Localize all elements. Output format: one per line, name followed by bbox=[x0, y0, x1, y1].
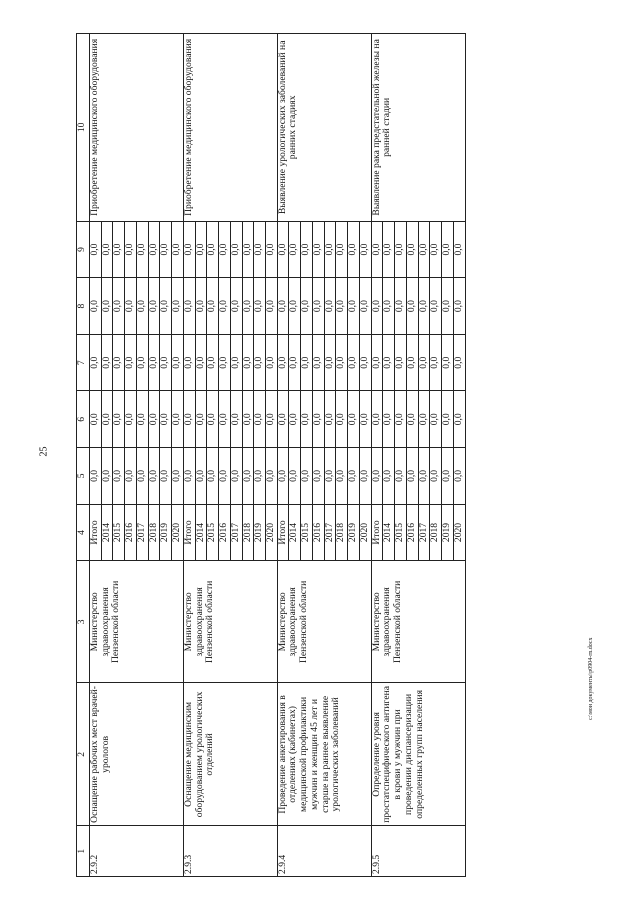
year-cell: 2015 bbox=[207, 504, 219, 561]
column-number-2: 2 bbox=[77, 683, 90, 826]
value-cell: 0,0 bbox=[172, 391, 184, 448]
value-cell: 0,0 bbox=[172, 221, 184, 278]
value-cell: 0,0 bbox=[406, 334, 418, 391]
header-row bbox=[77, 34, 90, 877]
year-cell: 2020 bbox=[266, 504, 278, 561]
year-cell: 2019 bbox=[254, 504, 266, 561]
activity-name: Определение уровня простатспецифического антигена в крови у мужчин при проведении диспансеризации определенных групп населения bbox=[371, 683, 465, 826]
year-cell: 2017 bbox=[324, 504, 336, 561]
column-number-9: 9 bbox=[77, 221, 90, 278]
item-number: 2.9.2 bbox=[90, 826, 184, 877]
value-cell: 0,0 bbox=[418, 221, 430, 278]
value-cell: 0,0 bbox=[336, 278, 348, 335]
year-cell: 2017 bbox=[418, 504, 430, 561]
value-cell: 0,0 bbox=[113, 391, 125, 448]
value-cell: 0,0 bbox=[266, 278, 278, 335]
year-cell: 2018 bbox=[242, 504, 254, 561]
column-number-8: 8 bbox=[77, 278, 90, 335]
table-row bbox=[371, 34, 383, 877]
value-cell: 0,0 bbox=[348, 448, 360, 505]
value-cell: 0,0 bbox=[289, 278, 301, 335]
value-cell: 0,0 bbox=[113, 334, 125, 391]
value-cell: 0,0 bbox=[289, 221, 301, 278]
value-cell: 0,0 bbox=[136, 221, 148, 278]
value-cell: 0,0 bbox=[312, 334, 324, 391]
value-cell: 0,0 bbox=[277, 334, 289, 391]
value-cell: 0,0 bbox=[101, 221, 113, 278]
value-cell: 0,0 bbox=[136, 391, 148, 448]
value-cell: 0,0 bbox=[207, 391, 219, 448]
value-cell: 0,0 bbox=[324, 278, 336, 335]
item-number: 2.9.4 bbox=[277, 826, 371, 877]
value-cell: 0,0 bbox=[359, 278, 371, 335]
rotated-table-container bbox=[76, 33, 599, 877]
executor-name: Министерство здравоохранения Пензенской области bbox=[371, 561, 465, 683]
year-cell: 2019 bbox=[160, 504, 172, 561]
year-cell: 2015 bbox=[395, 504, 407, 561]
value-cell: 0,0 bbox=[183, 391, 195, 448]
value-cell: 0,0 bbox=[359, 221, 371, 278]
value-cell: 0,0 bbox=[442, 448, 454, 505]
value-cell: 0,0 bbox=[442, 334, 454, 391]
value-cell: 0,0 bbox=[395, 334, 407, 391]
value-cell: 0,0 bbox=[395, 448, 407, 505]
value-cell: 0,0 bbox=[242, 278, 254, 335]
value-cell: 0,0 bbox=[312, 221, 324, 278]
value-cell: 0,0 bbox=[430, 448, 442, 505]
year-cell: 2016 bbox=[219, 504, 231, 561]
value-cell: 0,0 bbox=[242, 334, 254, 391]
year-cell: 2014 bbox=[289, 504, 301, 561]
value-cell: 0,0 bbox=[430, 334, 442, 391]
expected-result: Приобретение медицинского оборудования bbox=[90, 34, 184, 222]
value-cell: 0,0 bbox=[183, 334, 195, 391]
value-cell: 0,0 bbox=[336, 334, 348, 391]
year-cell: 2019 bbox=[348, 504, 360, 561]
value-cell: 0,0 bbox=[219, 334, 231, 391]
value-cell: 0,0 bbox=[336, 221, 348, 278]
column-number-6: 6 bbox=[77, 391, 90, 448]
value-cell: 0,0 bbox=[371, 391, 383, 448]
value-cell: 0,0 bbox=[383, 391, 395, 448]
value-cell: 0,0 bbox=[183, 221, 195, 278]
value-cell: 0,0 bbox=[312, 448, 324, 505]
value-cell: 0,0 bbox=[207, 334, 219, 391]
value-cell: 0,0 bbox=[90, 448, 102, 505]
value-cell: 0,0 bbox=[125, 448, 137, 505]
year-cell: 2014 bbox=[101, 504, 113, 561]
year-cell: 2016 bbox=[406, 504, 418, 561]
year-cell: 2014 bbox=[383, 504, 395, 561]
year-cell: 2016 bbox=[312, 504, 324, 561]
value-cell: 0,0 bbox=[430, 391, 442, 448]
table-body bbox=[90, 34, 466, 877]
value-cell: 0,0 bbox=[348, 334, 360, 391]
value-cell: 0,0 bbox=[442, 391, 454, 448]
value-cell: 0,0 bbox=[254, 278, 266, 335]
value-cell: 0,0 bbox=[418, 278, 430, 335]
value-cell: 0,0 bbox=[418, 334, 430, 391]
value-cell: 0,0 bbox=[442, 278, 454, 335]
value-cell: 0,0 bbox=[395, 391, 407, 448]
value-cell: 0,0 bbox=[324, 448, 336, 505]
column-number-10: 10 bbox=[77, 34, 90, 222]
value-cell: 0,0 bbox=[136, 278, 148, 335]
value-cell: 0,0 bbox=[160, 221, 172, 278]
activity-name: Оснащение рабочих мест врачей-урологов bbox=[90, 683, 184, 826]
value-cell: 0,0 bbox=[172, 334, 184, 391]
value-cell: 0,0 bbox=[219, 221, 231, 278]
value-cell: 0,0 bbox=[371, 278, 383, 335]
year-cell: 2020 bbox=[453, 504, 465, 561]
year-cell: 2014 bbox=[195, 504, 207, 561]
value-cell: 0,0 bbox=[453, 334, 465, 391]
value-cell: 0,0 bbox=[90, 334, 102, 391]
value-cell: 0,0 bbox=[242, 448, 254, 505]
year-cell: Итого bbox=[277, 504, 289, 561]
executor-name: Министерство здравоохранения Пензенской области bbox=[277, 561, 371, 683]
value-cell: 0,0 bbox=[136, 334, 148, 391]
value-cell: 0,0 bbox=[277, 221, 289, 278]
value-cell: 0,0 bbox=[148, 391, 160, 448]
value-cell: 0,0 bbox=[148, 221, 160, 278]
value-cell: 0,0 bbox=[453, 391, 465, 448]
table-row bbox=[277, 34, 289, 877]
value-cell: 0,0 bbox=[324, 391, 336, 448]
value-cell: 0,0 bbox=[195, 448, 207, 505]
value-cell: 0,0 bbox=[101, 448, 113, 505]
value-cell: 0,0 bbox=[301, 334, 313, 391]
value-cell: 0,0 bbox=[348, 221, 360, 278]
value-cell: 0,0 bbox=[418, 448, 430, 505]
value-cell: 0,0 bbox=[383, 334, 395, 391]
value-cell: 0,0 bbox=[113, 278, 125, 335]
value-cell: 0,0 bbox=[242, 221, 254, 278]
value-cell: 0,0 bbox=[430, 278, 442, 335]
value-cell: 0,0 bbox=[207, 278, 219, 335]
value-cell: 0,0 bbox=[266, 448, 278, 505]
table-row bbox=[183, 34, 195, 877]
item-number: 2.9.5 bbox=[371, 826, 465, 877]
value-cell: 0,0 bbox=[160, 448, 172, 505]
value-cell: 0,0 bbox=[242, 391, 254, 448]
value-cell: 0,0 bbox=[277, 448, 289, 505]
file-path-footer: c:\мои документы\p0904-rn.docx bbox=[588, 637, 594, 720]
value-cell: 0,0 bbox=[183, 278, 195, 335]
value-cell: 0,0 bbox=[230, 448, 242, 505]
year-cell: 2015 bbox=[301, 504, 313, 561]
value-cell: 0,0 bbox=[383, 278, 395, 335]
column-number-4: 4 bbox=[77, 504, 90, 561]
value-cell: 0,0 bbox=[148, 278, 160, 335]
value-cell: 0,0 bbox=[219, 391, 231, 448]
year-cell: 2020 bbox=[172, 504, 184, 561]
value-cell: 0,0 bbox=[336, 391, 348, 448]
value-cell: 0,0 bbox=[90, 221, 102, 278]
value-cell: 0,0 bbox=[266, 221, 278, 278]
value-cell: 0,0 bbox=[395, 278, 407, 335]
year-cell: 2018 bbox=[336, 504, 348, 561]
value-cell: 0,0 bbox=[101, 334, 113, 391]
value-cell: 0,0 bbox=[289, 448, 301, 505]
year-cell: 2017 bbox=[230, 504, 242, 561]
column-number-1: 1 bbox=[77, 826, 90, 877]
value-cell: 0,0 bbox=[219, 448, 231, 505]
expected-result: Выявление рака предстательной железы на ранней стадии bbox=[371, 34, 465, 222]
value-cell: 0,0 bbox=[406, 278, 418, 335]
program-activities-table bbox=[76, 33, 466, 877]
table-row bbox=[90, 34, 102, 877]
value-cell: 0,0 bbox=[442, 221, 454, 278]
value-cell: 0,0 bbox=[113, 448, 125, 505]
value-cell: 0,0 bbox=[453, 221, 465, 278]
value-cell: 0,0 bbox=[207, 221, 219, 278]
value-cell: 0,0 bbox=[289, 391, 301, 448]
year-cell: 2020 bbox=[359, 504, 371, 561]
value-cell: 0,0 bbox=[301, 278, 313, 335]
value-cell: 0,0 bbox=[383, 448, 395, 505]
value-cell: 0,0 bbox=[348, 391, 360, 448]
value-cell: 0,0 bbox=[125, 391, 137, 448]
value-cell: 0,0 bbox=[207, 448, 219, 505]
value-cell: 0,0 bbox=[90, 278, 102, 335]
value-cell: 0,0 bbox=[148, 334, 160, 391]
value-cell: 0,0 bbox=[254, 448, 266, 505]
value-cell: 0,0 bbox=[125, 334, 137, 391]
value-cell: 0,0 bbox=[359, 391, 371, 448]
year-cell: 2015 bbox=[113, 504, 125, 561]
value-cell: 0,0 bbox=[301, 448, 313, 505]
column-number-7: 7 bbox=[77, 334, 90, 391]
column-number-5: 5 bbox=[77, 448, 90, 505]
value-cell: 0,0 bbox=[453, 448, 465, 505]
value-cell: 0,0 bbox=[125, 221, 137, 278]
value-cell: 0,0 bbox=[277, 391, 289, 448]
executor-name: Министерство здравоохранения Пензенской области bbox=[183, 561, 277, 683]
value-cell: 0,0 bbox=[136, 448, 148, 505]
value-cell: 0,0 bbox=[312, 278, 324, 335]
activity-name: Проведение анкетирования в отделениях (кабинетах) медицинской профилактики мужчин и женщин 45 лет и старше на раннее выявление урологических заболеваний bbox=[277, 683, 371, 826]
value-cell: 0,0 bbox=[172, 278, 184, 335]
value-cell: 0,0 bbox=[195, 334, 207, 391]
value-cell: 0,0 bbox=[183, 448, 195, 505]
value-cell: 0,0 bbox=[195, 391, 207, 448]
page-number: 25 bbox=[38, 446, 50, 457]
executor-name: Министерство здравоохранения Пензенской области bbox=[90, 561, 184, 683]
value-cell: 0,0 bbox=[230, 278, 242, 335]
value-cell: 0,0 bbox=[195, 278, 207, 335]
year-cell: Итого bbox=[371, 504, 383, 561]
value-cell: 0,0 bbox=[195, 221, 207, 278]
value-cell: 0,0 bbox=[406, 391, 418, 448]
value-cell: 0,0 bbox=[324, 334, 336, 391]
value-cell: 0,0 bbox=[101, 391, 113, 448]
value-cell: 0,0 bbox=[371, 448, 383, 505]
value-cell: 0,0 bbox=[406, 221, 418, 278]
value-cell: 0,0 bbox=[359, 334, 371, 391]
year-cell: 2019 bbox=[442, 504, 454, 561]
value-cell: 0,0 bbox=[230, 221, 242, 278]
value-cell: 0,0 bbox=[160, 278, 172, 335]
value-cell: 0,0 bbox=[371, 334, 383, 391]
value-cell: 0,0 bbox=[453, 278, 465, 335]
value-cell: 0,0 bbox=[383, 221, 395, 278]
value-cell: 0,0 bbox=[289, 334, 301, 391]
value-cell: 0,0 bbox=[312, 391, 324, 448]
value-cell: 0,0 bbox=[125, 278, 137, 335]
value-cell: 0,0 bbox=[266, 334, 278, 391]
value-cell: 0,0 bbox=[359, 448, 371, 505]
value-cell: 0,0 bbox=[219, 278, 231, 335]
value-cell: 0,0 bbox=[172, 448, 184, 505]
value-cell: 0,0 bbox=[101, 278, 113, 335]
value-cell: 0,0 bbox=[266, 391, 278, 448]
year-cell: Итого bbox=[183, 504, 195, 561]
year-cell: 2018 bbox=[148, 504, 160, 561]
value-cell: 0,0 bbox=[406, 448, 418, 505]
value-cell: 0,0 bbox=[348, 278, 360, 335]
expected-result: Выявление урологических заболеваний на ранних стадиях bbox=[277, 34, 371, 222]
column-number-3: 3 bbox=[77, 561, 90, 683]
value-cell: 0,0 bbox=[336, 448, 348, 505]
item-number: 2.9.3 bbox=[183, 826, 277, 877]
value-cell: 0,0 bbox=[277, 278, 289, 335]
value-cell: 0,0 bbox=[160, 391, 172, 448]
value-cell: 0,0 bbox=[113, 221, 125, 278]
value-cell: 0,0 bbox=[90, 391, 102, 448]
value-cell: 0,0 bbox=[371, 221, 383, 278]
value-cell: 0,0 bbox=[418, 391, 430, 448]
value-cell: 0,0 bbox=[301, 221, 313, 278]
expected-result: Приобретение медицинского оборудования bbox=[183, 34, 277, 222]
value-cell: 0,0 bbox=[254, 334, 266, 391]
value-cell: 0,0 bbox=[395, 221, 407, 278]
value-cell: 0,0 bbox=[230, 334, 242, 391]
value-cell: 0,0 bbox=[324, 221, 336, 278]
year-cell: 2016 bbox=[125, 504, 137, 561]
year-cell: Итого bbox=[90, 504, 102, 561]
value-cell: 0,0 bbox=[148, 448, 160, 505]
value-cell: 0,0 bbox=[301, 391, 313, 448]
activity-name: Оснащение медицинским оборудованием урологических отделений bbox=[183, 683, 277, 826]
value-cell: 0,0 bbox=[254, 221, 266, 278]
value-cell: 0,0 bbox=[160, 334, 172, 391]
value-cell: 0,0 bbox=[254, 391, 266, 448]
value-cell: 0,0 bbox=[230, 391, 242, 448]
year-cell: 2018 bbox=[430, 504, 442, 561]
value-cell: 0,0 bbox=[430, 221, 442, 278]
year-cell: 2017 bbox=[136, 504, 148, 561]
